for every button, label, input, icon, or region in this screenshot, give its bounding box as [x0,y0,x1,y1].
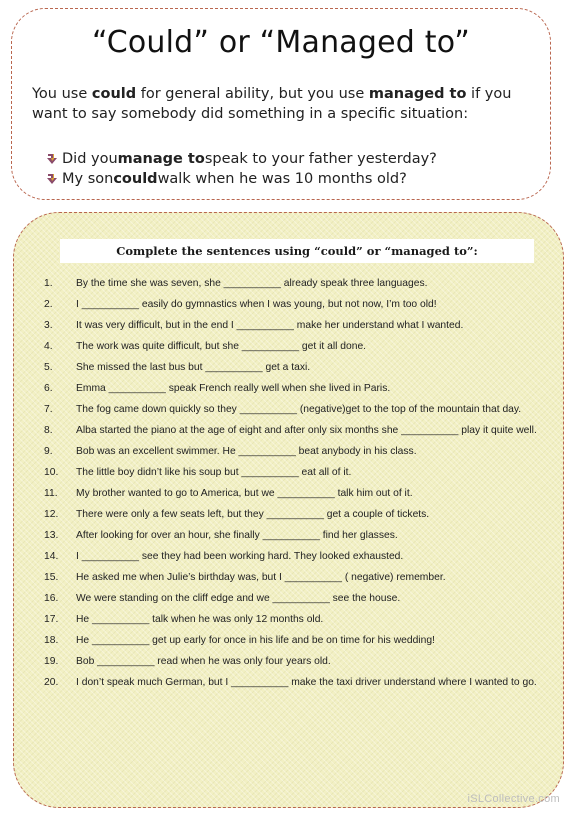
sentence-row [44,508,554,529]
sentence-number: 5. [44,362,53,373]
sentence-row [44,277,554,298]
sentence-number: 1. [44,278,53,289]
sentence-row [44,529,554,550]
managed-to-keyword: managed to [368,86,467,102]
sentence-number: 18. [44,635,59,646]
intro-part-2: for general ability, but you use [136,86,369,102]
sentence-text: The work was quite difficult, but she __________ get it all done. [76,341,367,352]
sentence-row [44,466,554,487]
arrow-bullet-icon [46,153,58,165]
sentence-row [44,613,554,634]
sentence-number: 17. [44,614,59,625]
sentence-text: Bob __________ read when he was only four years old. [76,656,331,667]
sentence-number: 7. [44,404,53,415]
sentence-text: There were only a few seats left, but they __________ get a couple of tickets. [76,509,430,520]
sentence-row [44,676,554,697]
sentence-number: 3. [44,320,53,331]
example-pre: Did you [62,151,118,167]
sentence-text: Emma __________ speak French really well when she lived in Paris. [76,383,391,394]
sentence-row [44,298,554,319]
sentence-row [44,424,554,445]
instructions-heading: Complete the sentences using “could” or “managed to”: [60,239,534,263]
sentence-number: 20. [44,677,59,688]
sentence-row [44,340,554,361]
sentence-number: 6. [44,383,53,394]
sentence-number: 14. [44,551,59,562]
sentence-number: 15. [44,572,59,583]
sentence-row [44,550,554,571]
sentence-text: My brother wanted to go to America, but we __________ talk him out of it. [76,488,413,499]
sentence-text: We were standing on the cliff edge and we __________ see the house. [76,593,401,604]
sentence-number: 9. [44,446,53,457]
example-post: speak to your father yesterday? [204,151,437,167]
sentence-row [44,382,554,403]
sentence-number: 2. [44,299,53,310]
sentence-number: 11. [44,488,58,499]
intro-part-3: if you want to say somebody did something in a specific situation: [32,86,512,122]
sentence-text: Alba started the piano at the age of eight and after only six months she __________ play it quite well. [76,425,537,436]
sentence-number: 19. [44,656,59,667]
sentence-text: I __________ easily do gymnastics when I was young, but not now, I’m too old! [76,299,437,310]
example-item [46,149,437,169]
sentence-text: He __________ get up early for once in his life and be on time for his wedding! [76,635,435,646]
sentence-number: 8. [44,425,53,436]
sentence-text: After looking for over an hour, she finally __________ find her glasses. [76,530,398,541]
example-post: walk when he was 10 months old? [157,171,407,187]
sentence-text: It was very difficult, but in the end I __________ make her understand what I wanted. [76,320,464,331]
sentence-row [44,445,554,466]
sentence-row [44,319,554,340]
example-pre: My son [62,171,114,187]
sentence-row [44,592,554,613]
exercise-panel [13,212,564,808]
sentence-text: Bob was an excellent swimmer. He __________ beat anybody in his class. [76,446,417,457]
intro-part-1: You use [32,86,92,102]
sentence-text: I __________ see they had been working hard. They looked exhausted. [76,551,404,562]
sentence-row [44,655,554,676]
sentence-number: 10. [44,467,59,478]
sentence-text: The little boy didn’t like his soup but __________ eat all of it. [76,467,352,478]
watermark: iSLCollective.com [467,793,560,805]
sentence-text: I don’t speak much German, but I __________ make the taxi driver understand where I wanted to go. [76,677,537,688]
sentence-text: She missed the last bus but __________ get a taxi. [76,362,311,373]
sentence-number: 12. [44,509,59,520]
sentence-row [44,487,554,508]
explanation-box [11,8,551,200]
sentence-text: He __________ talk when he was only 12 months old. [76,614,324,625]
example-keyword: could [113,171,158,187]
could-keyword: could [91,86,137,102]
examples-list [46,149,437,189]
page-title: “Could” or “Managed to” [92,25,470,60]
sentence-row [44,571,554,592]
sentence-text: By the time she was seven, she __________ already speak three languages. [76,278,428,289]
sentence-text: He asked me when Julie’s birthday was, but I __________ ( negative) remember. [76,572,446,583]
sentence-number: 4. [44,341,53,352]
sentence-list [44,277,554,697]
sentence-row [44,403,554,424]
intro-text [32,84,532,124]
sentence-number: 16. [44,593,59,604]
sentence-text: The fog came down quickly so they __________ (negative)get to the top of the mountain that day. [76,404,522,415]
arrow-bullet-icon [46,173,58,185]
example-item [46,169,437,189]
sentence-number: 13. [44,530,59,541]
sentence-row [44,634,554,655]
sentence-row [44,361,554,382]
example-keyword: manage to [117,151,205,167]
